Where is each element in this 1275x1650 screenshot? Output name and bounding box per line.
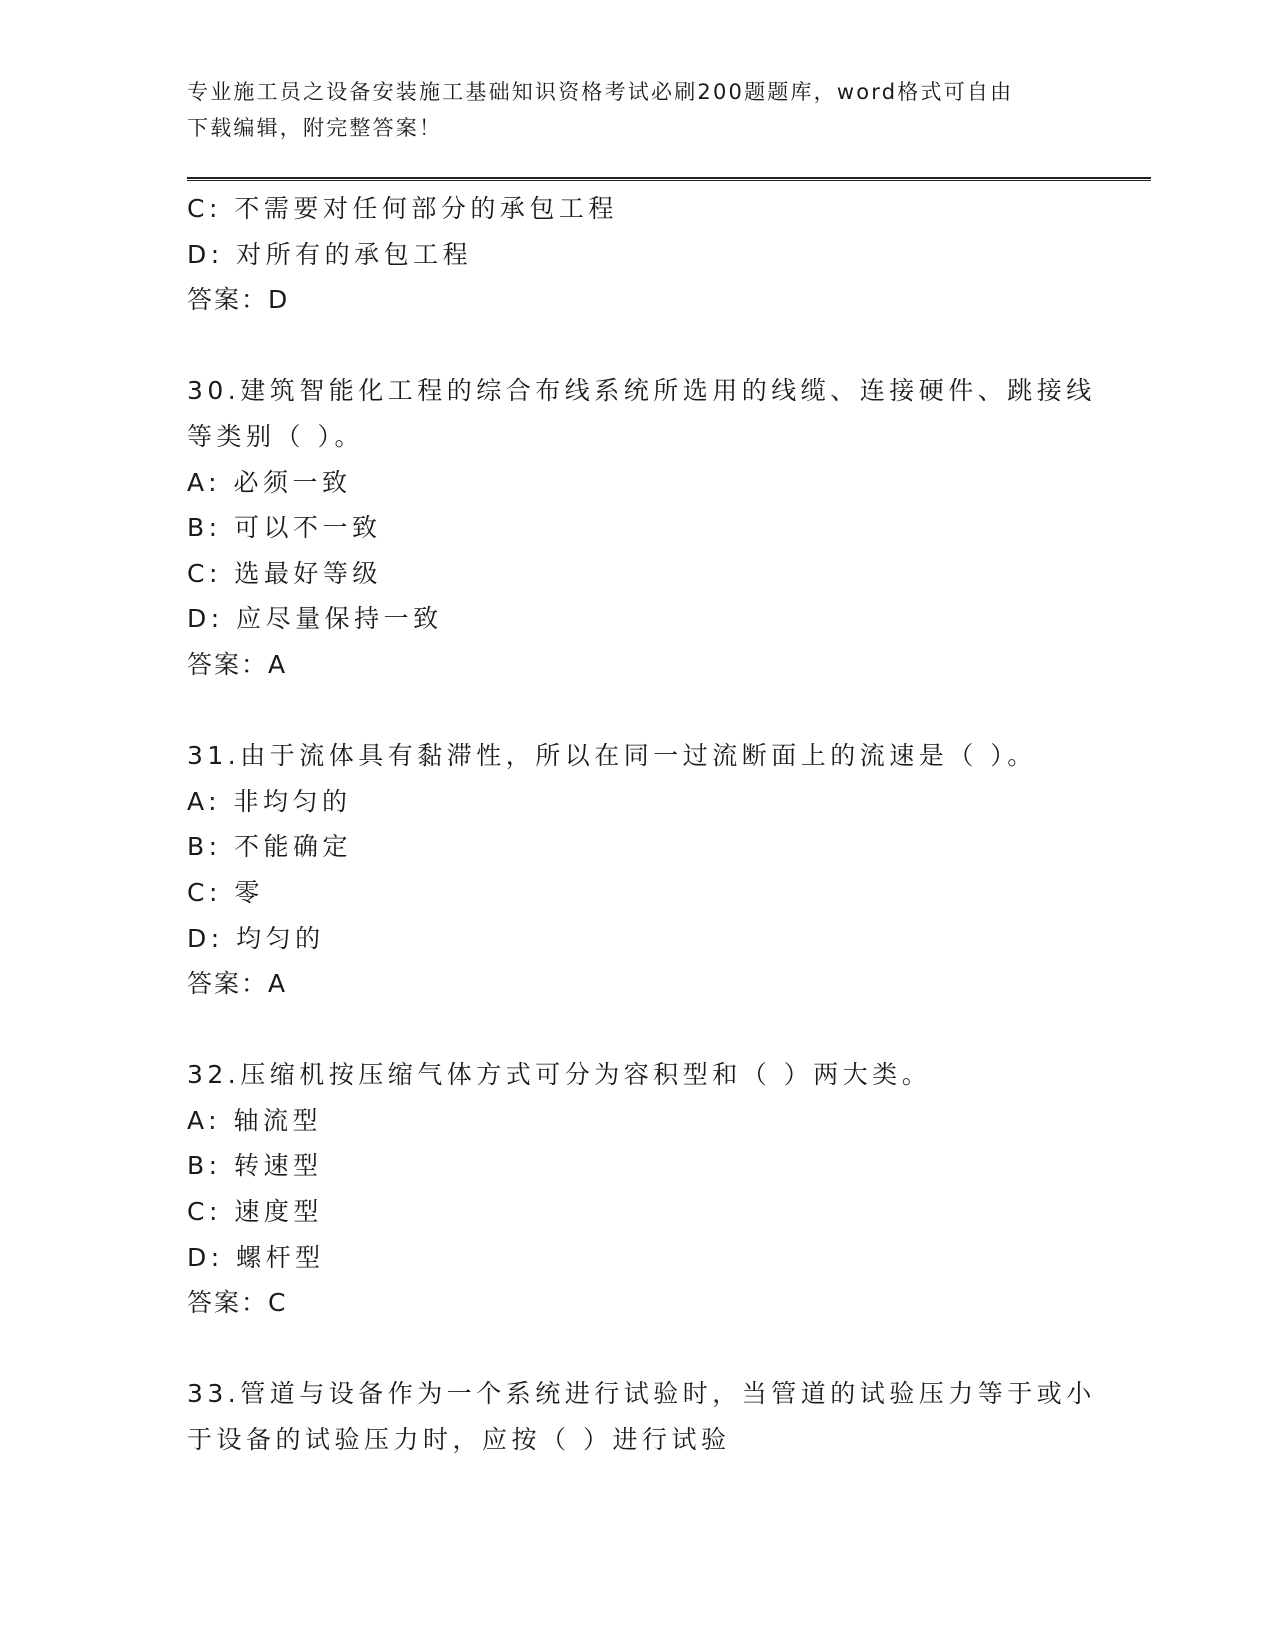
question-stem-line: 30.建筑智能化工程的综合布线系统所选用的线缆、连接硬件、跳接线	[187, 376, 1096, 406]
option-c: C: 速度型	[187, 1197, 323, 1227]
answer-line: 答案：A	[187, 649, 288, 679]
option-a: A: 轴流型	[187, 1105, 323, 1135]
option-c: C: 选最好等级	[187, 558, 382, 588]
question-stem-line: 32.压缩机按压缩气体方式可分为容积型和（ ）两大类。	[187, 1060, 932, 1090]
question-stem-line: 33.管道与设备作为一个系统进行试验时，当管道的试验压力等于或小	[187, 1379, 1096, 1409]
continued-question	[187, 186, 1087, 323]
answer-line: 答案：D	[187, 285, 290, 315]
option-a: A: 必须一致	[187, 467, 352, 497]
question-stem-line: 于设备的试验压力时，应按（ ）进行试验	[187, 1425, 731, 1455]
header-divider	[187, 177, 1151, 181]
page-header	[187, 74, 1087, 146]
header-title-line-2: 下载编辑，附完整答案！	[187, 116, 443, 140]
question-33	[187, 1371, 1096, 1462]
option-d: D: 应尽量保持一致	[187, 604, 443, 634]
question-content	[187, 186, 1096, 1463]
option-d: D: 均匀的	[187, 923, 325, 953]
question-stem-line: 31.由于流体具有黏滞性，所以在同一过流断面上的流速是（ ）。	[187, 741, 1037, 771]
question-30	[187, 368, 1096, 687]
question-32	[187, 1052, 1087, 1326]
question-spacer	[187, 1326, 1087, 1372]
option-b: B: 不能确定	[187, 832, 353, 862]
option-c: C: 零	[187, 877, 264, 907]
question-spacer	[187, 688, 1087, 734]
option-a: A: 非均匀的	[187, 786, 352, 816]
option-d: D: 对所有的承包工程	[187, 239, 473, 269]
question-spacer	[187, 1007, 1087, 1053]
option-c: C: 不需要对任何部分的承包工程	[187, 194, 618, 223]
question-spacer	[187, 323, 1087, 369]
option-b: B: 转速型	[187, 1151, 323, 1181]
question-31	[187, 733, 1087, 1007]
question-stem-line: 等类别（ ）。	[187, 421, 364, 451]
option-b: B: 可以不一致	[187, 513, 382, 543]
answer-line: 答案：A	[187, 969, 288, 999]
answer-line: 答案：C	[187, 1288, 288, 1318]
header-title-line-1: 专业施工员之设备安装施工基础知识资格考试必刷200题题库，word格式可自由	[187, 80, 1014, 104]
option-d: D: 螺杆型	[187, 1242, 325, 1272]
